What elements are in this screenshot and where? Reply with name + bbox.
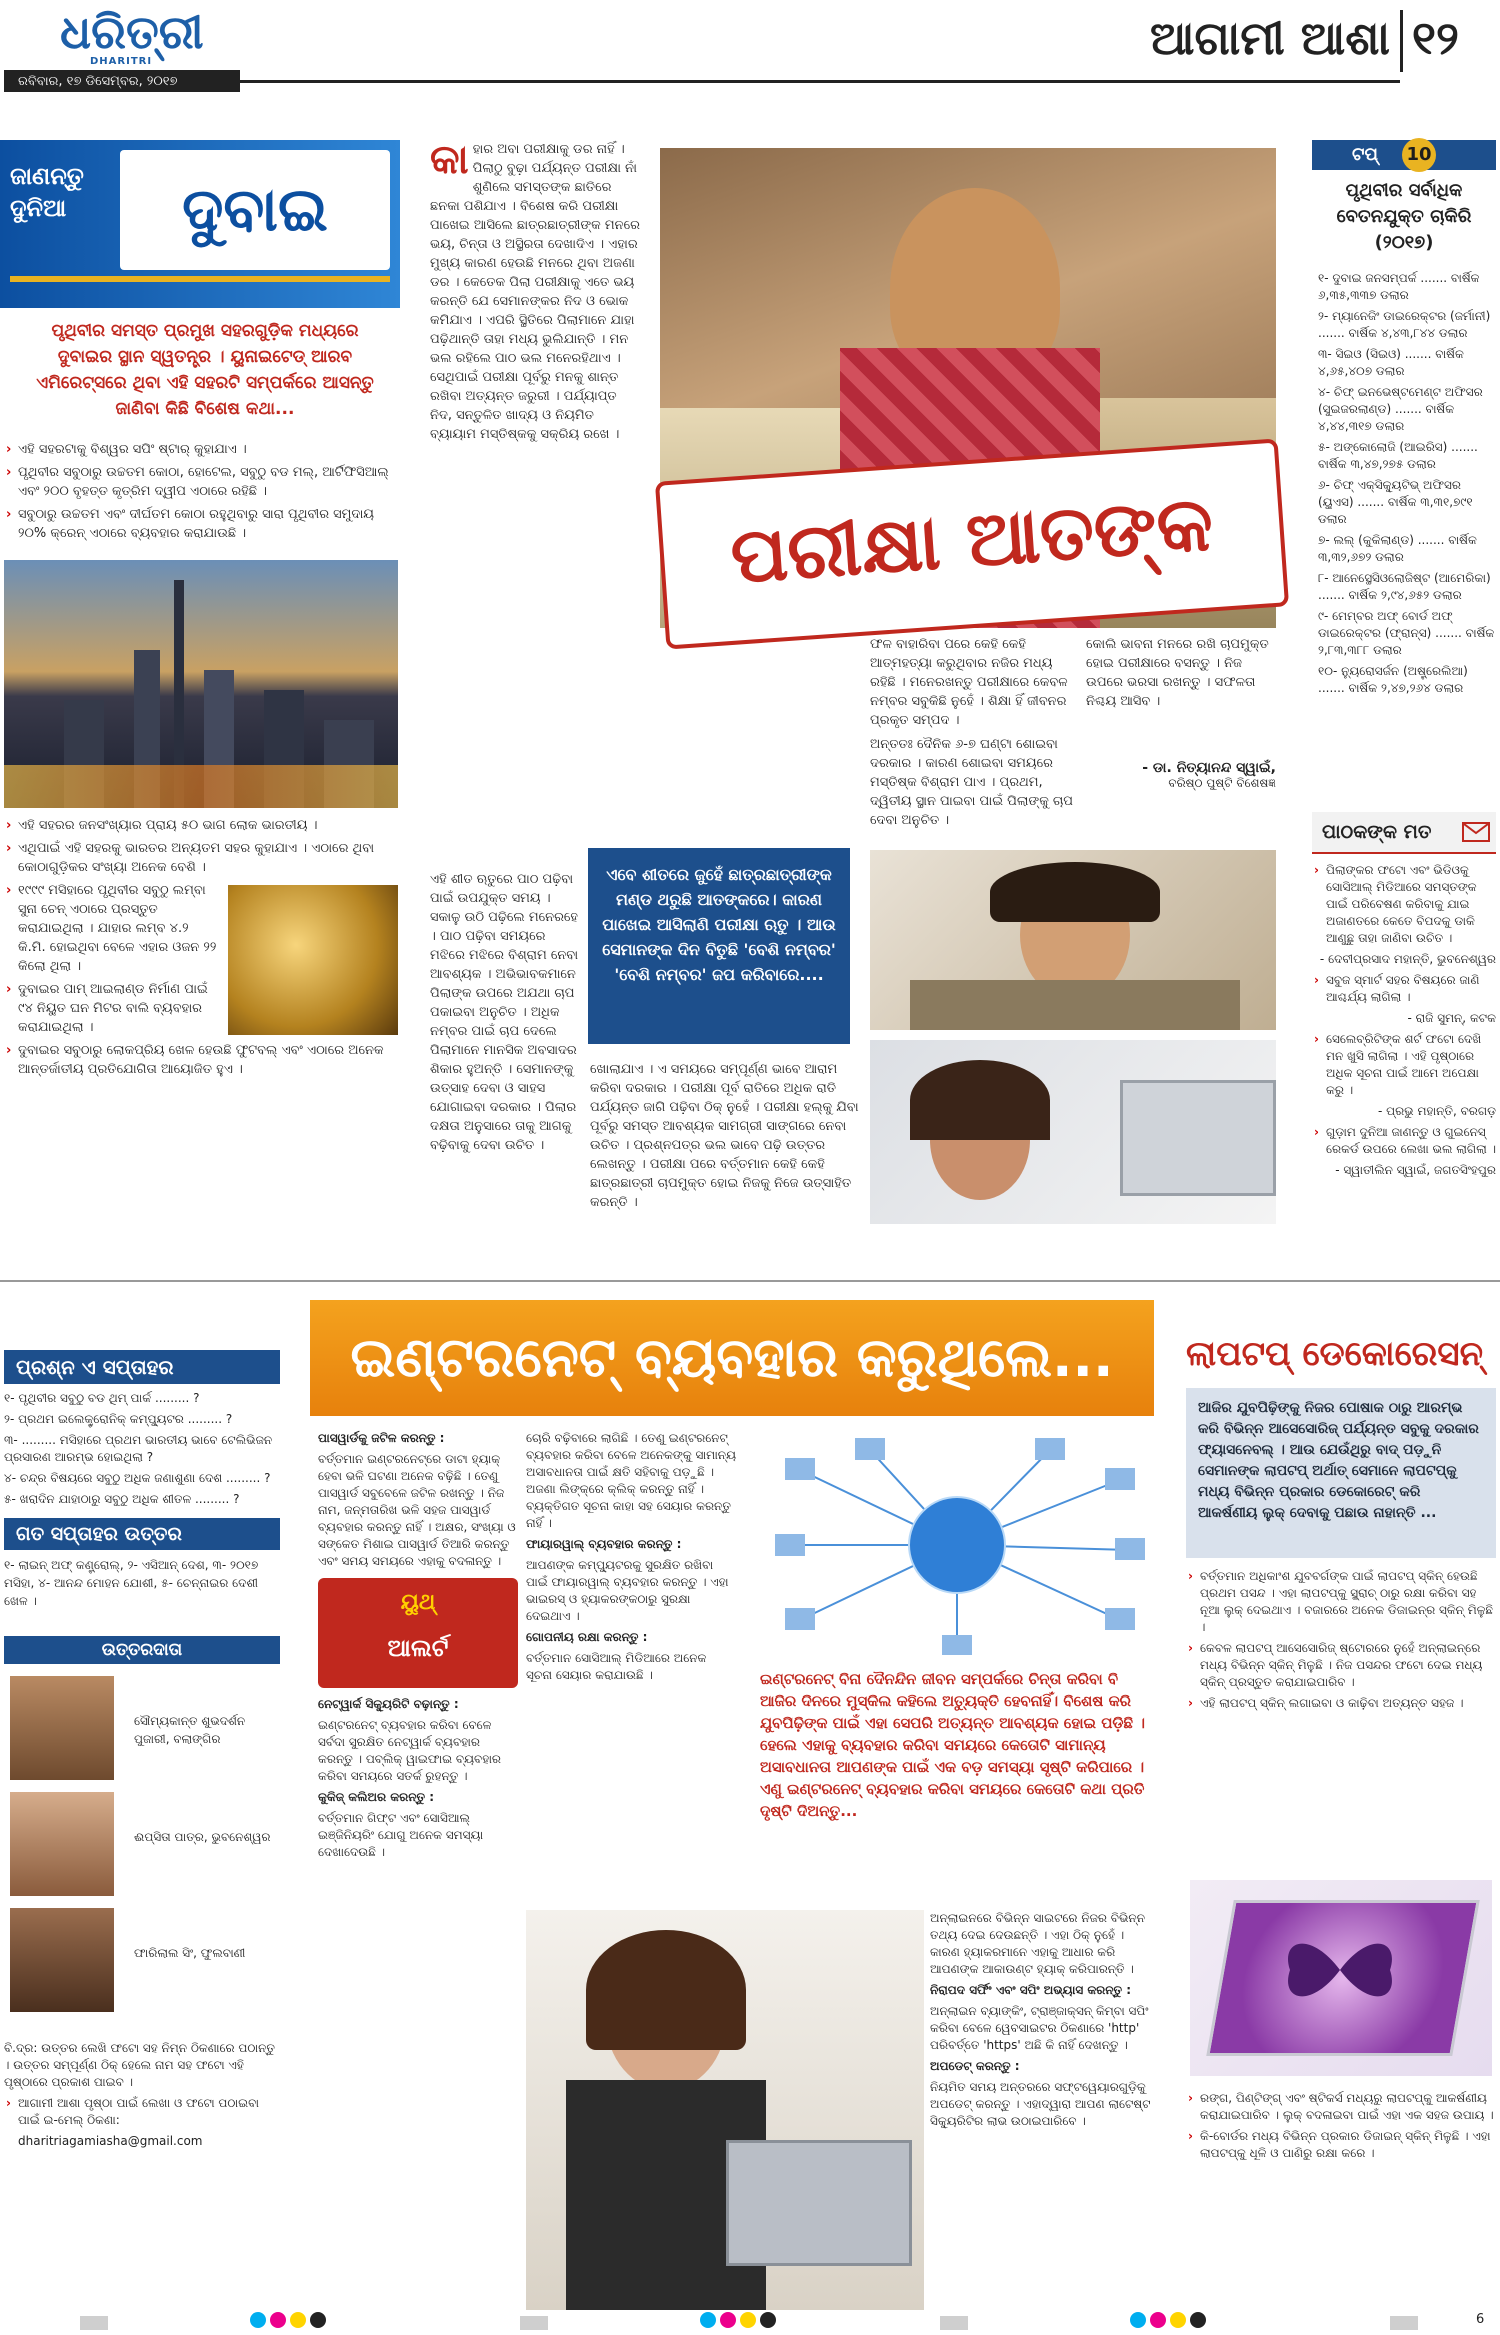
quiz-note-text: ବି.ଦ୍ର: ଉତ୍ତର ଲେଖି ଫଟୋ ସହ ନିମ୍ନ ଠିକଣାରେ ପଠାନ୍ତୁ । ଉତ୍ତର ସମ୍ପୂର୍ଣ୍ଣ ଠିକ୍ ହେଲେ ନାମ ସହ ଫଟୋ ଏହି ପୃଷ୍ଠାରେ ପ୍ରକାଶ ପାଇବ । xyxy=(4,2041,275,2089)
dubai-title: ଦୁବାଇ xyxy=(182,175,328,245)
quiz-title: ପ୍ରଶ୍ନ ଏ ସପ୍ତାହର xyxy=(16,1355,174,1379)
quiz-questions xyxy=(4,1390,280,1510)
section-title: ଆଗାମୀ ଆଶା xyxy=(1149,11,1390,65)
rule xyxy=(240,80,1400,83)
laptop-woman-image xyxy=(526,1910,924,2310)
dubai-skyline-image xyxy=(4,560,398,808)
tip-text: ବର୍ତ୍ତମାନ ସୋସିଆଲ୍ ମିଡିଆରେ ଅନେକ ସୂଚନା ସେୟାର କରାଯାଉଛି । xyxy=(526,1651,707,1682)
exam-col3a: ଫଳ ବାହାରିବା ପରେ କେହି କେହି ଆତ୍ମହତ୍ୟା କରୁଥିବାର ନଜିର ମଧ୍ୟ ରହିଛି । ମନେରଖନ୍ତୁ ପରୀକ୍ଷାରେ କେବଳ ନମ୍ବର ସବୁକିଛି ନୁହେଁ । ଶିକ୍ଷା ହିଁ ଜୀବନର ପ୍ରକୃତ ସମ୍ପଦ । xyxy=(870,637,1068,728)
quiz-question: ୩- ......... ମସିହାରେ ପ୍ରଥମ ଭାରତୀୟ ଭାବେ ଟେଲିଭିଜନ ପ୍ରସାରଣ ଆରମ୍ଭ ହୋଇଥିଲା ? xyxy=(4,1433,273,1464)
tip-text: ଅନ୍‌ଲାଇନ ବ୍ୟାଙ୍କିଂ, ଟ୍ରାଞ୍ଜାକ୍ସନ୍ କିମ୍ବା ସପିଂ କରିବା ବେଳେ ୱେବସାଇଟର ଠିକଣାରେ 'http' ପରିବର୍ତ୍ତେ 'https' ଅଛି କି ନାହିଁ ଦେଖନ୍ତୁ । xyxy=(930,2004,1149,2052)
network-globe-image xyxy=(760,1430,1154,1660)
exam-title: ପରୀକ୍ଷା ଆତଙ୍କ xyxy=(727,478,1216,601)
exam-author xyxy=(1086,760,1276,791)
logo-text: ଧରିତ୍ରୀ xyxy=(60,5,204,59)
reader-comment: › ଗୁଡ଼ାମ ଦୁନିଆ ଜାଣନ୍ତୁ ଓ ଗୁଇନେସ୍ ରେକର୍ଡ ଉପରେ ଲେଖା ଭଲ ଲାଗିଲା । xyxy=(1312,1124,1496,1158)
dubai-fact: › ଏହି ସହରଟାକୁ ବିଶ୍ୱର ସପିଂ ଷ୍ଟାର୍ କୁହାଯାଏ । xyxy=(4,440,398,459)
quiz-question: ୪- ଚନ୍ଦ୍ର ବିଷୟରେ ସବୁଠୁ ଅଧିକ ଜଣାଶୁଣା ଦେଶ ......... ? xyxy=(4,1471,271,1485)
reader-sign: - ସ୍ୱାତୀଲିନ ସ୍ୱାଇଁ, ଜଗତସିଂହପୁର xyxy=(1335,1163,1496,1177)
exam-col4b xyxy=(870,1230,1276,1270)
top10-header xyxy=(1312,140,1496,170)
dubai-fact: › ୧୯୯୯ ମସିହାରେ ପୃଥିବୀର ସବୁଠୁ ଲମ୍ବା ସୁନା ଚେନ୍ ଏଠାରେ ପ୍ରସ୍ତୁତ କରାଯାଇଥିଲା । ଯାହାର ଲମ୍ବ ୪.୨ କି.ମି. ହୋଇଥିବା ବେଳେ ଏହାର ଓଜନ ୨୨ କିଲୋ ଥିଲା । xyxy=(4,881,398,976)
tip-text: ବର୍ତ୍ତମାନ ଇଣ୍ଟରନେଟ୍‌ରେ ଡାଟା ହ୍ୟାକ୍ ହେବା ଭଳି ଘଟଣା ଅନେକ ବଢ଼ିଛି । ତେଣୁ ପାସୱାର୍ଡ ସବୁବେଳେ ଜଟିଳ ରଖନ୍ତୁ । ନିଜ ନାମ, ଜନ୍ମତାରିଖ ଭଳି ସହଜ ପାସୱାର୍ଡ ବ୍ୟବହାର କରନ୍ତୁ ନାହିଁ । ଅକ୍ଷର, ସଂଖ୍ୟା ଓ ସଙ୍କେତ ମିଶାଇ ପାସୱାର୍ଡ ତିଆରି କରନ୍ତୁ ଏବଂ ସମୟ ସମୟରେ ଏହାକୁ ବଦଳାନ୍ତୁ । xyxy=(318,1452,516,1568)
dubai-tail xyxy=(10,276,390,282)
logo-sub: DHARITRI xyxy=(90,56,153,67)
exam-callout xyxy=(588,848,850,1044)
exam-col2-main: ଏହି ଶୀତ ଋତୁରେ ପାଠ ପଢ଼ିବା ପାଇଁ ଉପଯୁକ୍ତ ସମୟ । ସକାଳୁ ଉଠି ପଢ଼ିଲେ ମନେରହେ । ପାଠ ପଢ଼ିବା ସମୟରେ ମଝିରେ ମଝିରେ ବିଶ୍ରାମ ନେବା ଆବଶ୍ୟକ । ଅଭିଭାବକମାନେ ପିଲାଙ୍କ ଉପରେ ଅଯଥା ଚାପ ପକାଇବା ଅନୁଚିତ । ଅଧିକ ନମ୍ବର ପାଇଁ ଚାପ ଦେଲେ ପିଲାମାନେ ମାନସିକ ଅବସାଦର ଶିକାର ହୁଅନ୍ତି । ସେମାନଙ୍କୁ ଉତ୍ସାହ ଦେବା ଓ ସାହସ ଯୋଗାଇବା ଦରକାର । ପିଲାର ଦକ୍ଷତା ଅନୁସାରେ ତାକୁ ଆଗକୁ ବଢ଼ିବାକୁ ଦେବା ଉଚିତ । xyxy=(430,872,579,1153)
exam-callout-text: ଏବେ ଶୀତରେ ଜୁହେଁ ଛାତ୍ରଛାତ୍ରୀଙ୍କ ମଣ୍ଡ ଥରୁଛି ଆତଙ୍କରେ। କାରଣ ପାଖେଇ ଆସିଲାଣି ପରୀକ୍ଷା ଋତୁ । ଆଉ ସେମାନଙ୍କ ଦିନ ବିତୁଛି 'ବେଶି ନମ୍ବର' 'ବେଶି ନମ୍ବର' ଜପ କରିବାରେ.... xyxy=(602,865,836,984)
readers-header xyxy=(1312,812,1496,854)
logo xyxy=(60,6,250,66)
tip-text: ଇଣ୍ଟରନେଟ୍ ବ୍ୟବହାର କରିବା ବେଳେ ସର୍ବଦା ସୁରକ୍ଷିତ ନେଟ୍‌ୱାର୍କ ବ୍ୟବହାର କରନ୍ତୁ । ପବ୍ଲିକ୍ ୱାଇଫାଇ ବ୍ୟବହାର କରିବା ସମୟରେ ସତର୍କ ରୁହନ୍ତୁ । xyxy=(318,1718,502,1783)
winners-title: ଉତ୍ତରଦାତା xyxy=(101,1640,183,1660)
laptop-tip: › ରଙ୍ଗ, ପିଣ୍ଟିଙ୍ଗ୍ ଏବଂ ଷ୍ଟିକର୍ସ ମଧ୍ୟରୁ ଲାପଟପ୍‌କୁ ଆକର୍ଷଣୀୟ କରାଯାଇପାରିବ । ଲୁକ୍ ବଦଳାଇବା ପାଇଁ ଏହା ଏକ ସହଜ ଉପାୟ । xyxy=(1186,2090,1496,2124)
tip-heading: ପାସୱାର୍ଡକୁ ଜଟିଳ କରନ୍ତୁ : xyxy=(318,1431,445,1445)
answers-title: ଗତ ସପ୍ତାହର ଉତ୍ତର xyxy=(16,1523,182,1545)
exam-dropcap: କା xyxy=(430,140,469,183)
internet-col1 xyxy=(318,1430,518,2310)
top10-item: ୧୦- ନ୍ୟୁରୋସର୍ଜନ (ଅଷ୍ଟ୍ରେଲିଆ) ....... ବାର୍ଷିକ ୨,୪୭,୨୬୪ ଡଲାର xyxy=(1318,664,1468,695)
reader-sign: - ଦେବୀପ୍ରସାଦ ମହାନ୍ତି, ଭୁବନେଶ୍ୱର xyxy=(1319,952,1496,966)
winner-name: ସୌମ୍ୟକାନ୍ତ ଶୁଭଦର୍ଶନ ପୁଜାରୀ, ବଲାଙ୍ଗିର xyxy=(134,1714,246,1746)
author-role: ବରିଷ୍ଠ ପୁଷ୍ଟି ବିଶେଷଜ୍ଞ xyxy=(1168,776,1276,790)
internet-lead: ଇଣ୍ଟରନେଟ୍ ବିନା ଦୈନନ୍ଦିନ ଜୀବନ ସମ୍ପର୍କରେ ଚିନ୍ତା କରିବା ବି ଆଜିର ଦିନରେ ମୁସ୍କିଲ କହିଲେ ଅତ୍ୟୁକ୍ତି ହେବନାହିଁ। ବିଶେଷ କରି ଯୁବପିଢ଼ିଙ୍କ ପାଇଁ ଏହା ସେପରି ଅତ୍ୟନ୍ତ ଆବଶ୍ୟକ ହୋଇ ପଡ଼ିଛି । ହେଲେ ଏହାକୁ ବ୍ୟବହାର କରିବା ସମୟରେ କେତୋଟି ସାମାନ୍ୟ ଅସାବଧାନତା ଆପଣଙ୍କ ପାଇଁ ଏକ ବଡ଼ ସମସ୍ୟା ସୃଷ୍ଟି କରିପାରେ । ଏଣୁ ଇଣ୍ଟରନେଟ୍ ବ୍ୟବହାର କରିବା ସମୟରେ କେତୋଟି କଥା ପ୍ରତି ଦୃଷ୍ଟି ଦିଅନ୍ତୁ... xyxy=(760,1670,1146,1820)
masthead xyxy=(0,0,1500,90)
section-divider xyxy=(1400,10,1403,72)
quiz-question: ୧- ପୃଥିବୀର ସବୁଠୁ ବଡ ଥିମ୍ ପାର୍କ ......... ? xyxy=(4,1391,200,1405)
dubai-fact: › ଦୁବାଇର ସବୁଠାରୁ ଲୋକପ୍ରିୟ ଖେଳ ହେଉଛି ଫୁଟବଲ୍ ଏବଂ ଏଠାରେ ଅନେକ ଆନ୍ତର୍ଜାତୀୟ ପ୍ରତିଯୋଗିତା ଆୟୋଜିତ ହୁଏ । xyxy=(4,1041,398,1079)
winner-name: ଫାରିଲାଲ ସିଂ, ଫୁଲବାଣୀ xyxy=(134,1946,246,1960)
avatar xyxy=(10,1792,114,1896)
top10-list xyxy=(1318,270,1496,800)
tip-text: ନିୟମିତ ସମୟ ଅନ୍ତରରେ ସଫ୍ଟୱେୟାରଗୁଡ଼ିକୁ ଅପଡେଟ୍ କରନ୍ତୁ । ଏହାଦ୍ୱାରା ଆପଣ ଲାଟେଷ୍ଟ ସିକ୍ୟୁରିଟିର ଲାଭ ଉଠାଇପାରିବେ । xyxy=(930,2080,1151,2128)
top10-item: ୭- ଲଲ୍ (କୁକିଲାଣ୍ଡ) ....... ବାର୍ଷିକ ୩,୩୨,୬୭୨ ଡଲାର xyxy=(1318,533,1477,564)
dubai-fact: › ଦୁବାଇର ପାମ୍ ଆଇଲାଣ୍ଡ ନିର୍ମାଣ ପାଇଁ ୯୪ ନିୟୁତ ଘନ ମିଟର ବାଲି ବ୍ୟବହାର କରାଯାଇଥିଲା । xyxy=(4,980,398,1037)
top10-item: ୯- ମେମ୍ବର ଅଫ୍ ବୋର୍ଡ ଅଫ୍ ଡାଇରେକ୍ଟର (ଫ୍ରାନ୍ସ) ....... ବାର୍ଷିକ ୨,୮୩,୩୮୮ ଡଲାର xyxy=(1318,609,1495,657)
date-bar xyxy=(4,70,240,92)
reader-comment: › ସବୁଜ ସ୍ମାର୍ଟ ସହର ବିଷୟରେ ଜାଣି ଆଶ୍ଚର୍ଯ୍ୟ ଲାଗିଲା । xyxy=(1312,972,1496,1006)
reader-comment: › ପିଲାଙ୍କର ଫଟୋ ଏବଂ ଭିଡିଓକୁ ସୋସିଆଲ୍ ମିଡିଆରେ ସମସ୍ତଙ୍କ ପାଇଁ ପରିବେଷଣ କରିବାକୁ ଯାଇ ଅଜାଣତରେ କେତେ ବିପଦକୁ ଡାକି ଆଣୁଛୁ ତାହା ଜାଣିବା ଉଚିତ । xyxy=(1312,862,1496,947)
tip-heading: ନିରାପଦ ସର୍ଫିଂ ଏବଂ ସପିଂ ଅଭ୍ୟାସ କରନ୍ତୁ : xyxy=(930,1983,1132,1997)
exam-col3c: ଅନ୍ତତଃ ଦୈନିକ ୬-୭ ଘଣ୍ଟା ଶୋଇବା ଦରକାର । କାରଣ ଶୋଇବା ସମୟରେ ମସ୍ତିଷ୍କ ବିଶ୍ରାମ ପାଏ । ପ୍ରଥମ, ଦ୍ୱିତୀୟ ସ୍ଥାନ ପାଇବା ପାଇଁ ପିଲାଙ୍କୁ ଚାପ ଦେବା ଅନୁଚିତ । xyxy=(870,737,1074,828)
readers-list xyxy=(1312,862,1496,1270)
exam-col1-text: ହାର ଅବା ପରୀକ୍ଷାକୁ ଡର ନାହିଁ । ପିଲାଠୁ ବୁଢ଼ା ପର୍ଯ୍ୟନ୍ତ ପରୀକ୍ଷା ନାଁ ଶୁଣିଲେ ସମସ୍ତଙ୍କ ଛାତିରେ ଛନକା ପଶିଯାଏ । ବିଶେଷ କରି ପରୀକ୍ଷା ପାଖେଇ ଆସିଲେ ଛାତ୍ରଛାତ୍ରୀଙ୍କ ମନରେ ଭୟ, ଚିନ୍ତା ଓ ଅସ୍ଥିରତା ଦେଖାଦିଏ । ଏହାର ମୁଖ୍ୟ କାରଣ ହେଉଛି ମନରେ ଥିବା ଅଜଣା ଡର । କେତେକ ପିଲା ପରୀକ୍ଷାକୁ ଏତେ ଭୟ କରନ୍ତି ଯେ ସେମାନଙ୍କର ନିଦ ଓ ଭୋକ କମିଯାଏ । ଏପରି ସ୍ଥିତିରେ ପିଲାମାନେ ଯାହା ପଢ଼ିଥାନ୍ତି ତାହା ମଧ୍ୟ ଭୁଲିଯାନ୍ତି । ମନ ଭଲ ରହିଲେ ପାଠ ଭଲ ମନେରହିଥାଏ । ସେଥିପାଇଁ ପରୀକ୍ଷା ପୂର୍ବରୁ ମନକୁ ଶାନ୍ତ ରଖିବା ଅତ୍ୟନ୍ତ ଜରୁରୀ । ପର୍ଯ୍ୟାପ୍ତ ନିଦ, ସନ୍ତୁଳିତ ଖାଦ୍ୟ ଓ ନିୟମିତ ବ୍ୟାୟାମ ମସ୍ତିଷ୍କକୁ ସକ୍ରିୟ ରଖେ । xyxy=(430,142,640,442)
dubai-facts-bottom xyxy=(4,816,398,1266)
top10-item: ୧- ଦୁବାଇ ଜନସମ୍ପର୍କ ....... ବାର୍ଷିକ ୬,୩୫,୩୩୭ ଡଲାର xyxy=(1318,271,1480,302)
dubai-header xyxy=(0,140,400,308)
quiz-question: ୫- ଖରାଦିନ ଯାହାଠାରୁ ସବୁଠୁ ଅଧିକ ଶୀତଳ ......... ? xyxy=(4,1492,240,1506)
email-link[interactable]: dharitriagamiasha@gmail.com xyxy=(18,2134,203,2148)
stressed-boy-image xyxy=(870,850,1276,1030)
quiz-header xyxy=(4,1350,280,1384)
exam-col3b: କୋଲି ଭାବନା ମନରେ ରଖି ଚାପମୁକ୍ତ ହୋଇ ପରୀକ୍ଷାରେ ବସନ୍ତୁ । ନିଜ ଉପରେ ଭରସା ରଖନ୍ତୁ । ସଫଳତା ନିଶ୍ଚୟ ଆସିବ । xyxy=(1086,637,1269,709)
footer-page-number: 6 xyxy=(1476,2312,1485,2327)
reader-sign: - ରାଜି ସୁମନ୍, କଟକ xyxy=(1407,1011,1496,1025)
quiz-question: ୨- ପ୍ରଥମ ଇଲେକ୍ଟ୍ରୋନିକ୍ କମ୍ପ୍ୟୁଟର ......... ? xyxy=(4,1412,233,1426)
internet-col3 xyxy=(930,1910,1154,2310)
author-name: - ଡା. ନିତ୍ୟାନନ୍ଦ ସ୍ୱାଇଁ, xyxy=(1142,760,1276,776)
section-divider-line xyxy=(0,1280,1500,1282)
footer-registration xyxy=(0,2310,1500,2335)
dubai-kicker: ଜାଣନ୍ତୁ ଦୁନିଆ xyxy=(10,162,84,222)
top10-item: ୪- ଚିଫ୍ ଇନଭେଷ୍ଟମେଣ୍ଟ ଅଫିସର (ସୁଇଜରଲାଣ୍ଡ) ....... ବାର୍ଷିକ ୪,୪୪,୩୧୭ ଡଲାର xyxy=(1318,385,1483,433)
laptop-bullets xyxy=(1186,1568,1496,1868)
quiz-note-text-2: › ଆଗାମୀ ଆଶା ପୃଷ୍ଠା ପାଇଁ ଲେଖା ଓ ଫଟୋ ପଠାଇବା ପାଇଁ ଇ-ମେଲ୍ ଠିକଣା: xyxy=(4,2095,280,2129)
quiz-note xyxy=(4,2040,280,2290)
dubai-facts-top xyxy=(4,440,398,550)
dubai-fact: › ଏଥିପାଇଁ ଏହି ସହରକୁ ଭାରତର ଅନ୍ୟତମ ସହର କୁହାଯାଏ । ଏଠାରେ ଥିବା କୋଠାଗୁଡ଼ିକର ସଂଖ୍ୟା ଅନେକ ବେଶି । xyxy=(4,839,398,877)
badge-bottom: ଆଲର୍ଟ xyxy=(387,1634,449,1662)
laptop-intro: ଆଜିର ଯୁବପିଢ଼ିଙ୍କୁ ନିଜର ପୋଷାକ ଠାରୁ ଆରମ୍ଭ କରି ବିଭିନ୍ନ ଆସେସୋରିଜ୍ ପର୍ଯ୍ୟନ୍ତ ସବୁକୁ ଦରକାର ଫ୍ୟାସନେବଲ୍ । ଆଉ ଯେଉଁଥିରୁ ବାଦ୍ ପଡ଼ୁନି ସେମାନଙ୍କ ଲାପଟପ୍ ଅର୍ଥାତ୍ ସେମାନେ ଲାପଟପ୍‌କୁ ମଧ୍ୟ ବିଭିନ୍ନ ପ୍ରକାର ଡେକୋରେଟ୍ କରି ଆକର୍ଷଣୀୟ ଲୁକ୍ ଦେବାକୁ ପଛାଉ ନାହାନ୍ତି ... xyxy=(1198,1400,1479,1521)
page-number: ୧୨ xyxy=(1412,11,1459,65)
exam-col4: ଖୋଲାଯାଏ । ଏ ସମୟରେ ସମ୍ପୂର୍ଣ୍ଣ ଭାବେ ଆରାମ କରିବା ଦରକାର । ପରୀକ୍ଷା ପୂର୍ବ ରାତିରେ ଅଧିକ ରାତି ପର୍ଯ୍ୟନ୍ତ ଜାଗି ପଢ଼ିବା ଠିକ୍ ନୁହେଁ । ପରୀକ୍ଷା ହଲ୍‌କୁ ଯିବା ପୂର୍ବରୁ ସମସ୍ତ ଆବଶ୍ୟକ ସାମଗ୍ରୀ ସାଙ୍ଗରେ ନେବା ଉଚିତ । ପ୍ରଶ୍ନପତ୍ର ଭଲ ଭାବେ ପଢ଼ି ଉତ୍ତର ଲେଖନ୍ତୁ । ପରୀକ୍ଷା ପରେ ବର୍ତ୍ତମାନ କେହି କେହି ଛାତ୍ରଛାତ୍ରୀ ଚାପମୁକ୍ତ ହୋଇ ନିଜକୁ ନିଜେ ଉତ୍ସାହିତ କରନ୍ତି । xyxy=(590,1062,859,1210)
avatar xyxy=(10,1676,114,1780)
badge-top: ୟୁଥ୍ xyxy=(400,1590,436,1615)
tip-heading: ଫାୟାରୱାଲ୍ ବ୍ୟବହାର କରନ୍ତୁ : xyxy=(526,1537,682,1551)
butterfly-laptop-image xyxy=(1190,1880,1492,2076)
tip-heading: ଅପଡେଟ୍ କରନ୍ତୁ : xyxy=(930,2059,1020,2073)
top10-title: ପୃଥିବୀର ସର୍ବାଧିକ ବେତନଯୁକ୍ତ ଚାକିରି (୨୦୧୭) xyxy=(1336,180,1472,253)
tip-text: ବର୍ତ୍ତମାନ ଗିଫ୍ଟ ଏବଂ ସୋସିଆଲ୍ ଇଞ୍ଜିନିୟରିଂ ଯୋଗୁ ଅନେକ ସମସ୍ୟା ଦେଖାଦେଉଛି । xyxy=(318,1811,484,1859)
dubai-fact: › ଏହି ସହରର ଜନସଂଖ୍ୟାର ପ୍ରାୟ ୫୦ ଭାଗ ଲୋକ ଭାରତୀୟ । xyxy=(4,816,398,835)
tip-text: ଚୋରି ବଢ଼ିବାରେ ଲାଗିଛି । ତେଣୁ ଇଣ୍ଟରନେଟ୍ ବ୍ୟବହାର କରିବା ବେଳେ ଅନେକଙ୍କୁ ସାମାନ୍ୟ ଅସାବଧାନତା ପାଇଁ କ୍ଷତି ସହିବାକୁ ପଡ଼ୁଛି । ଅଜଣା ଲିଙ୍କ୍‌ରେ କ୍ଲିକ୍ କରନ୍ତୁ ନାହିଁ । ବ୍ୟକ୍ତିଗତ ସୂଚନା କାହା ସହ ସେୟାର କରନ୍ତୁ ନାହିଁ । xyxy=(526,1431,736,1530)
dubai-intro: ପୃଥିବୀର ସମସ୍ତ ପ୍ରମୁଖ ସହରଗୁଡ଼ିକ ମଧ୍ୟରେ ଦୁବାଇର ସ୍ଥାନ ସ୍ୱତନ୍ତ୍ର । ୟୁନାଇଟେଡ୍ ଆରବ ଏମିରେଟ୍ସରେ ଥିବା ଏହି ସହରଟି ସମ୍ପର୍କରେ ଆସନ୍ତୁ ଜାଣିବା କିଛି ବିଶେଷ କଥା... xyxy=(36,321,374,419)
tip-heading: ଗୋପନୀୟ ରକ୍ଷା କରନ୍ତୁ : xyxy=(526,1630,648,1644)
tired-girl-image xyxy=(870,1040,1276,1224)
laptop-tip: › କି-ବୋର୍ଡର ମଧ୍ୟ ବିଭିନ୍ନ ପ୍ରକାର ଡିଜାଇନ୍ ସ୍କିନ୍ ମିଳୁଛି । ଏହା ଲାପଟପ୍‌କୁ ଧୂଳି ଓ ପାଣିରୁ ରକ୍ଷା କରେ । xyxy=(1186,2128,1496,2162)
top10-number: 10 xyxy=(1402,138,1436,172)
youth-alert-badge xyxy=(318,1578,518,1688)
date: ରବିବାର, ୧୭ ଡିସେମ୍ବର, ୨୦୧୭ xyxy=(18,74,178,89)
top10-label: ଟପ୍ xyxy=(1352,144,1378,165)
laptop-title: ଲାପଟପ୍ ଡେକୋରେସନ୍ xyxy=(1186,1334,1483,1374)
tip-text: ଆପଣଙ୍କ କମ୍ପ୍ୟୁଟରକୁ ସୁରକ୍ଷିତ ରଖିବା ପାଇଁ ଫାୟାରୱାଲ୍ ବ୍ୟବହାର କରନ୍ତୁ । ଏହା ଭାଇରସ୍ ଓ ହ୍ୟାକରଙ୍କଠାରୁ ସୁରକ୍ଷା ଦେଇଥାଏ । xyxy=(526,1558,729,1623)
laptop-intro-box xyxy=(1186,1388,1496,1558)
laptop-tip: › ଏହି ଲାପଟପ୍ ସ୍କିନ୍ ଲଗାଇବା ଓ କାଢ଼ିବା ଅତ୍ୟନ୍ତ ସହଜ । xyxy=(1186,1695,1496,1712)
top10-item: ୩- ସିଇଓ (ସିଇଓ) ....... ବାର୍ଷିକ ୪,୬୫,୪୦୭ ଡଲାର xyxy=(1318,347,1464,378)
internet-col2 xyxy=(526,1430,736,1900)
winner-1 xyxy=(4,1676,280,1786)
top10-item: ୮- ଆନେସ୍ଥେସିଓଲୋଜିଷ୍ଟ (ଆମେରିକା) ....... ବାର୍ଷିକ ୨,୯୪,୬୫୨ ଡଲାର xyxy=(1318,571,1491,602)
exam-col1 xyxy=(430,140,640,860)
avatar xyxy=(10,1908,114,2012)
reader-sign: - ପ୍ରଭୁ ମହାନ୍ତି, ବରଗଡ଼ xyxy=(1377,1104,1496,1118)
readers-title: ପାଠକଙ୍କ ମତ xyxy=(1322,821,1432,843)
dubai-title-box xyxy=(120,150,390,270)
winner-name: ଈପ୍ସିତା ପାତ୍ର, ଭୁବନେଶ୍ୱର xyxy=(134,1830,271,1844)
reader-comment: › ସେଲେବ୍ରିଟିଙ୍କ ଶର୍ଟ ଫଟୋ ଦେଖି ମନ ଖୁସି ଲାଗିଲା । ଏହି ପୃଷ୍ଠାରେ ଅଧିକ ସୂଚନା ପାଇଁ ଆମେ ଅପେକ୍ଷା କରୁ । xyxy=(1312,1031,1496,1099)
tip-heading: ନେଟ୍‌ୱାର୍କ ସିକ୍ୟୁରିଟି ବଢ଼ାନ୍ତୁ : xyxy=(318,1697,459,1711)
laptop-bullets-2 xyxy=(1186,2090,1496,2310)
winner-3 xyxy=(4,1908,280,2018)
top10-item: ୨- ମ୍ୟାନେଜିଂ ଡାଇରେକ୍ଟର (ଜର୍ମାନୀ) ....... ବାର୍ଷିକ ୪,୪୩,୮୪୪ ଡଲାର xyxy=(1318,309,1491,340)
internet-banner xyxy=(310,1300,1154,1416)
winners-header xyxy=(4,1636,280,1664)
envelope-icon xyxy=(1462,822,1490,842)
answers-header xyxy=(4,1518,280,1550)
tip-text: ଅନ୍‌ଲାଇନରେ ବିଭିନ୍ନ ସାଇଟରେ ନିଜର ବିଭିନ୍ନ ତଥ୍ୟ ଦେଇ ଦେଉଛନ୍ତି । ଏହା ଠିକ୍ ନୁହେଁ । କାରଣ ହ୍ୟାକରମାନେ ଏହାକୁ ଆଧାର କରି ଆପଣଙ୍କ ଆକାଉଣ୍ଟ ହ୍ୟାକ୍ କରିପାରନ୍ତି । xyxy=(930,1911,1145,1976)
tip-heading: କୁକିଜ୍ କଲିଅର କରନ୍ତୁ : xyxy=(318,1790,435,1804)
top10-item: ୬- ଚିଫ୍ ଏକ୍ସିକ୍ୟୁଟିଭ୍ ଅଫିସର (ୟୁଏସ) ....... ବାର୍ଷିକ ୩,୩୧,୭୯୧ ଡଲାର xyxy=(1318,478,1473,526)
laptop-tip: › ବର୍ତ୍ତମାନ ଅଧିକାଂଶ ଯୁବବର୍ଗଙ୍କ ପାଇଁ ଲାପଟପ୍ ସ୍କିନ୍ ହେଉଛି ପ୍ରଥମ ପସନ୍ଦ । ଏହା ଲାପଟପ୍‌କୁ ସ୍କ୍ରାଚ୍ ଠାରୁ ରକ୍ଷା କରିବା ସହ ନୂଆ ଲୁକ୍ ଦେଇଥାଏ । ବଜାରରେ ଅନେକ ଡିଜାଇନ୍‌ର ସ୍କିନ୍ ମିଳୁଛି । xyxy=(1186,1568,1496,1636)
top10-item: ୫- ଅଙ୍କୋଲୋଜି (ଆଇରିସ) ....... ବାର୍ଷିକ ୩,୪୭,୨୭୫ ଡଲାର xyxy=(1318,440,1478,471)
laptop-tip: › କେବଳ ଲାପଟପ୍ ଆସେସୋରିଜ୍ ଷ୍ଟୋରରେ ନୁହେଁ ଅନ୍‌ଲାଇନ୍‌ରେ ମଧ୍ୟ ବିଭିନ୍ନ ସ୍କିନ୍ ମିଳୁଛି । ନିଜ ପସନ୍ଦର ଫଟୋ ଦେଇ ମଧ୍ୟ ସ୍କିନ୍ ପ୍ରସ୍ତୁତ କରାଯାଇପାରିବ । xyxy=(1186,1640,1496,1691)
dubai-fact: › ପୃଥିବୀର ସବୁଠାରୁ ଉଚ୍ଚତମ କୋଠା, ହୋଟେଲ, ସବୁଠୁ ବଡ ମଲ୍, ଆର୍ଟିଫିସିଆଲ୍ ଏବଂ ୨୦୦ ବୃହତ୍ତ କୃତ୍ରିମ ଦ୍ୱୀପ ଏଠାରେ ରହିଛି । xyxy=(4,463,398,501)
dubai-fact: › ସବୁଠାରୁ ଉଚ୍ଚତମ ଏବଂ ଦୀର୍ଘତମ କୋଠା ରହୁଥିବାରୁ ସାରା ପୃଥିବୀର ସମୁଦାୟ ୨୦% କ୍ରେନ୍ ଏଠାରେ ବ୍ୟବହାର କରାଯାଉଛି । xyxy=(4,505,398,543)
internet-title: ଇଣ୍ଟରନେଟ୍ ବ୍ୟବହାର କରୁଥିଲେ... xyxy=(350,1326,1114,1389)
quiz-answers: ୧- ଲାଇନ୍ ଅଫ୍ କଣ୍ଟ୍ରୋଲ୍, ୨- ଏସିଆନ୍ ଦେଶ, ୩- ୨୦୧୭ ମସିହା, ୪- ଆନନ୍ଦ ମୋହନ ଯୋଶୀ, ୫- ଚେନ୍ନାଇର ଦେଶୀ ଖେଳ । xyxy=(4,1558,259,1608)
winner-2 xyxy=(4,1792,280,1902)
